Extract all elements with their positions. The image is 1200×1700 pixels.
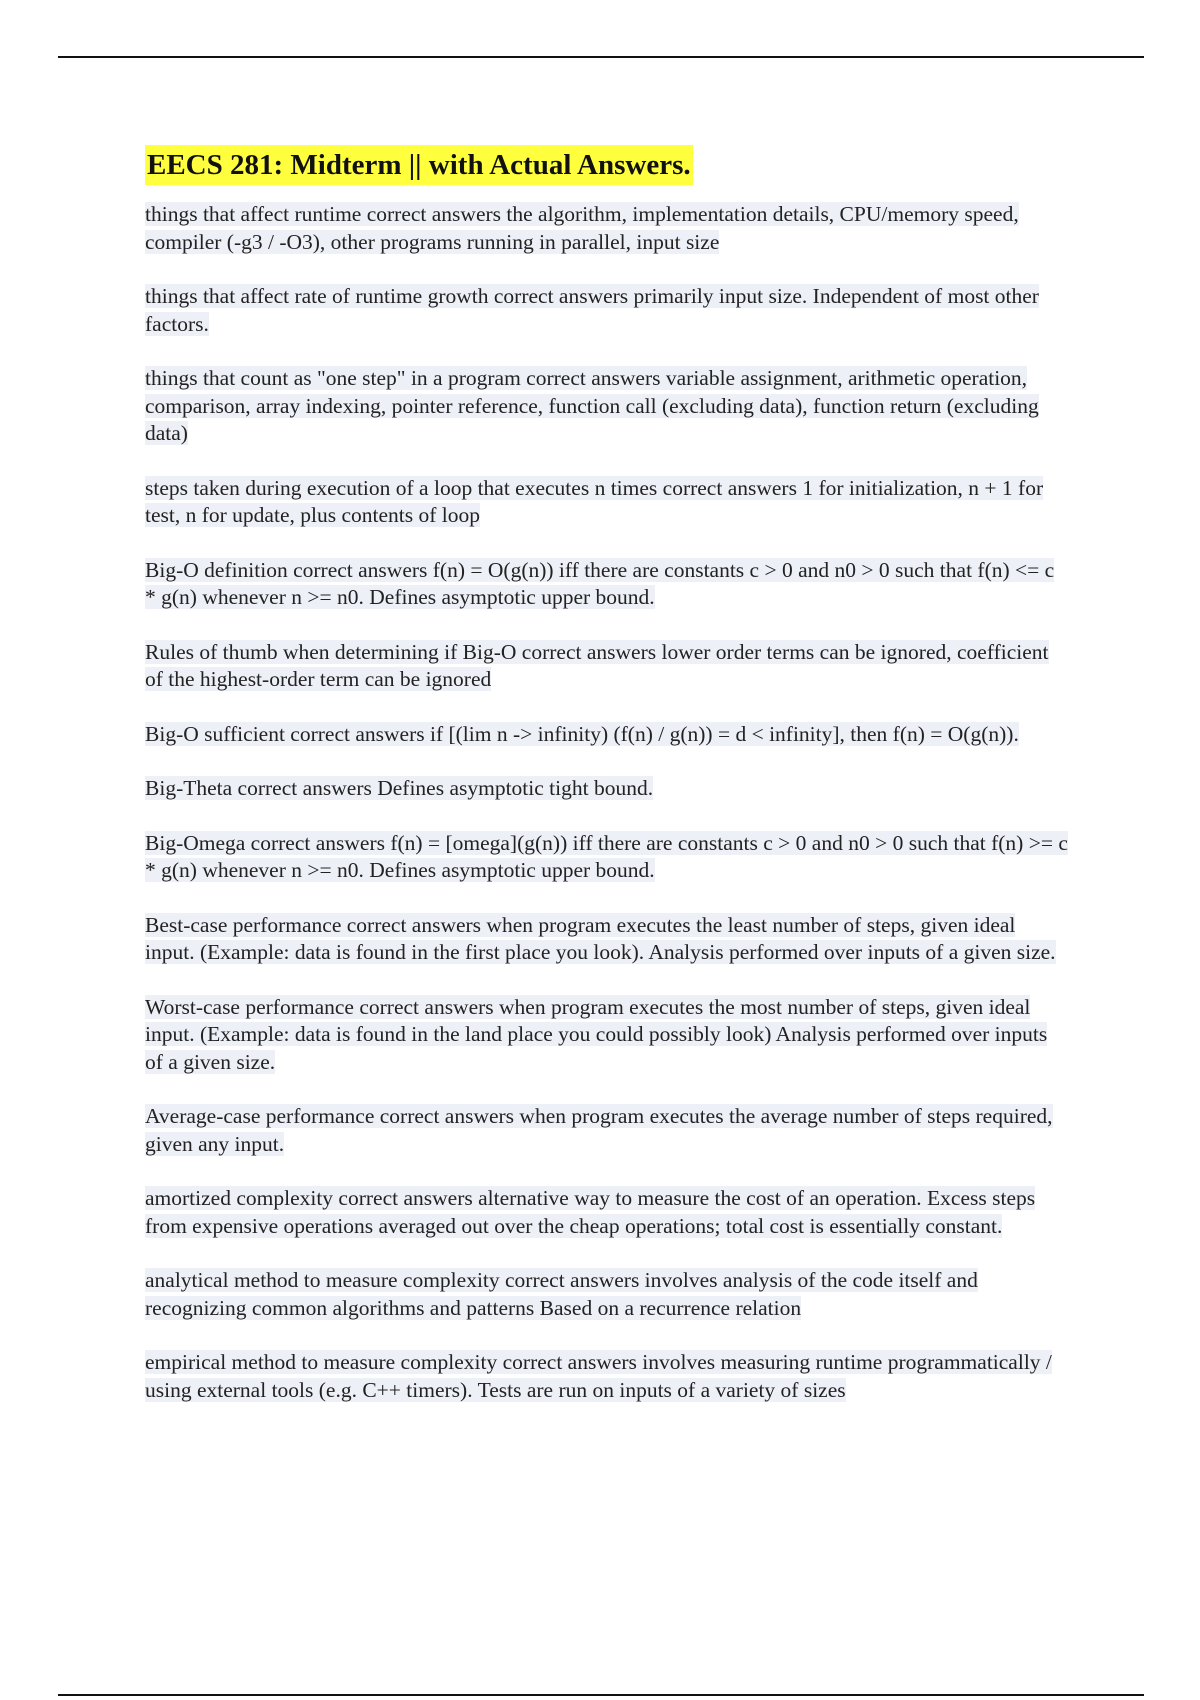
qa-text: Big-O definition correct answers f(n) = O(g(n)) iff there are constants c > 0 and n0 > 0 such that f(n) <= c * g(n) whenever n >= n0. Defines asymptotic upper bound.	[145, 557, 1055, 609]
qa-text: Best-case performance correct answers when program executes the least number of steps, given ideal input. (Example: data is found in the first place you look). Analysis performed over inputs of a given size.	[145, 912, 1056, 964]
qa-text: Worst-case performance correct answers when program executes the most number of steps, given ideal input. (Example: data is found in the land place you could possibly look) Analysis performed over inputs of a given size.	[145, 994, 1048, 1074]
qa-item	[145, 283, 1070, 338]
qa-text: Big-O sufficient correct answers if [(lim n -> infinity) (f(n) / g(n)) = d < infinity], then f(n) = O(g(n)).	[145, 721, 1019, 746]
qa-text: Big-Omega correct answers f(n) = [omega](g(n)) iff there are constants c > 0 and n0 > 0 such that f(n) >= c * g(n) whenever n >= n0. Defines asymptotic upper bound.	[145, 830, 1068, 882]
qa-list	[145, 201, 1070, 1404]
qa-item	[145, 994, 1070, 1077]
qa-item	[145, 912, 1070, 967]
qa-item	[145, 1349, 1070, 1404]
document-title: EECS 281: Midterm || with Actual Answers.	[145, 145, 693, 185]
qa-item	[145, 1185, 1070, 1240]
qa-text: empirical method to measure complexity correct answers involves measuring runtime programmatically / using external tools (e.g. C++ timers). Tests are run on inputs of a variety of sizes	[145, 1350, 1052, 1402]
qa-text: analytical method to measure complexity correct answers involves analysis of the code itself and recognizing common algorithms and patterns Based on a recurrence relation	[145, 1268, 978, 1320]
document-body	[145, 145, 1070, 1431]
qa-item	[145, 365, 1070, 448]
qa-text: things that affect runtime correct answers the algorithm, implementation details, CPU/memory speed, compiler (-g3 / -O3), other programs running in parallel, input size	[145, 202, 1019, 254]
qa-text: Average-case performance correct answers when program executes the average number of steps required, given any input.	[145, 1104, 1053, 1156]
top-rule	[58, 56, 1144, 58]
qa-item	[145, 721, 1070, 749]
qa-text: amortized complexity correct answers alternative way to measure the cost of an operation. Excess steps from expensive operations averaged out over the cheap operations; total cost is essentially constant.	[145, 1186, 1036, 1238]
qa-item	[145, 201, 1070, 256]
qa-text: things that affect rate of runtime growth correct answers primarily input size. Independent of most other factors.	[145, 284, 1039, 336]
qa-item	[145, 639, 1070, 694]
qa-item	[145, 830, 1070, 885]
qa-item	[145, 1267, 1070, 1322]
qa-text: Big-Theta correct answers Defines asymptotic tight bound.	[145, 776, 654, 800]
qa-item	[145, 557, 1070, 612]
bottom-rule	[58, 1694, 1144, 1696]
qa-text: steps taken during execution of a loop that executes n times correct answers 1 for initialization, n + 1 for test, n for update, plus contents of loop	[145, 475, 1044, 527]
qa-text: Rules of thumb when determining if Big-O correct answers lower order terms can be ignored, coefficient of the highest-order term can be ignored	[145, 639, 1049, 691]
qa-item	[145, 775, 1070, 803]
qa-text: things that count as "one step" in a program correct answers variable assignment, arithmetic operation, comparison, array indexing, pointer reference, function call (excluding data), function return (excluding data)	[145, 366, 1039, 445]
qa-item	[145, 475, 1070, 530]
qa-item	[145, 1103, 1070, 1158]
